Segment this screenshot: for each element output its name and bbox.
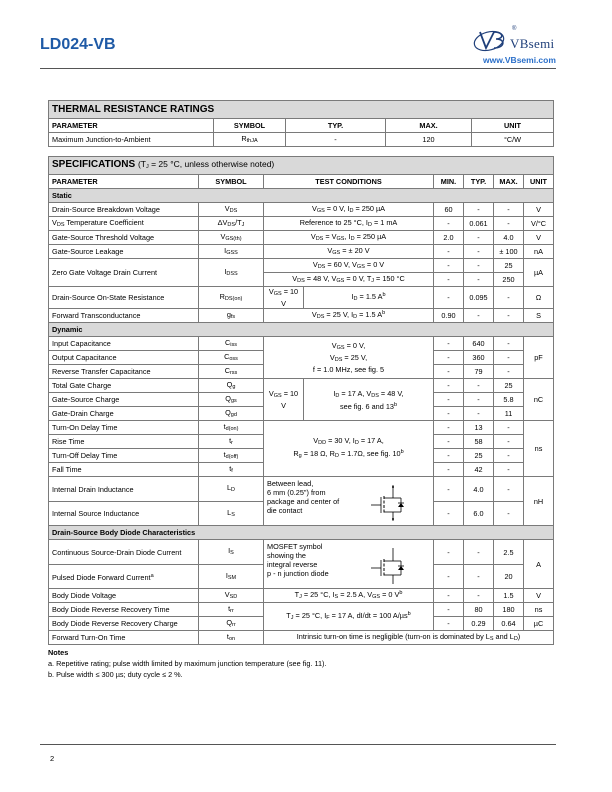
unit-cell: ns (524, 603, 554, 617)
max-cell: 2.5 (494, 540, 524, 565)
col-header: PARAMETER (49, 119, 214, 133)
param-cell: Internal Drain Inductance (49, 477, 199, 502)
unit-cell: V (524, 231, 554, 245)
max-cell: 250 (494, 273, 524, 287)
symbol-cell: $I_{DSS}$ (199, 259, 264, 287)
max-cell: - (494, 337, 524, 351)
param-cell: Input Capacitance (49, 337, 199, 351)
col-header: PARAMETER (49, 175, 199, 189)
condition-line: die contact (267, 506, 303, 515)
max-cell: - (494, 449, 524, 463)
symbol-cell: $\Delta V_{DS}/T_J$ (199, 217, 264, 231)
col-header: MAX. (386, 119, 472, 133)
min-cell: - (434, 589, 464, 603)
part-number-title: LD024-VB (40, 36, 116, 53)
param-cell: Gate-Source Charge (49, 393, 199, 407)
col-header: MAX. (494, 175, 524, 189)
max-cell: 25 (494, 259, 524, 273)
unit-cell: A (524, 540, 554, 589)
condition-line: p - n junction diode (267, 569, 329, 578)
typ-cell: 0.095 (464, 287, 494, 309)
param-cell: Gate-Source Leakage (49, 245, 199, 259)
max-cell: - (494, 421, 524, 435)
typ-cell: - (464, 309, 494, 323)
typ-cell: - (286, 133, 386, 147)
max-cell: - (494, 203, 524, 217)
section-dynamic: Dynamic (49, 323, 554, 337)
unit-cell: nH (524, 477, 554, 526)
typ-cell: - (464, 245, 494, 259)
max-cell: 4.0 (494, 231, 524, 245)
max-cell: - (494, 287, 524, 309)
condition-cell: $T_J = 25$ °C, $I_F = 17$ A, dI/dt = 100 A/µs$^b$ (264, 603, 434, 631)
min-cell: - (434, 259, 464, 273)
symbol-cell: $V_{GS(th)}$ (199, 231, 264, 245)
min-cell: - (434, 603, 464, 617)
vbsemi-logo-icon (472, 26, 510, 54)
min-cell: - (434, 273, 464, 287)
param-cell: Maximum Junction-to-Ambient (49, 133, 214, 147)
table-row (49, 421, 554, 435)
condition-cell: $V_{GS} = 10$ V (264, 379, 304, 421)
table-row (49, 203, 554, 217)
min-cell: - (434, 393, 464, 407)
header-rule (40, 68, 556, 69)
symbol-cell: $Q_g$ (199, 379, 264, 393)
max-cell: - (494, 502, 524, 526)
param-cell: Reverse Transfer Capacitance (49, 365, 199, 379)
typ-cell: - (464, 273, 494, 287)
min-cell: 60 (434, 203, 464, 217)
min-cell: - (434, 449, 464, 463)
typ-cell: - (464, 231, 494, 245)
typ-cell: 0.29 (464, 617, 494, 631)
registered-mark: ® (512, 26, 517, 32)
symbol-cell: $t_r$ (199, 435, 264, 449)
min-cell: - (434, 379, 464, 393)
symbol-cell: $t_{d(off)}$ (199, 449, 264, 463)
brand-name: VBsemi (510, 36, 555, 51)
max-cell: - (494, 217, 524, 231)
condition-cell: $V_{DS} = 25$ V, $I_D = 1.5$ $A^b$ (264, 309, 434, 323)
max-cell: - (494, 309, 524, 323)
min-cell: 0.90 (434, 309, 464, 323)
unit-cell: S (524, 309, 554, 323)
symbol-cell: $I_{SM}$ (199, 565, 264, 589)
typ-cell: - (464, 589, 494, 603)
typ-cell: - (464, 259, 494, 273)
condition-cell: Reference to 25 °C, $I_D = 1$ mA (264, 217, 434, 231)
min-cell: - (434, 565, 464, 589)
note-a: a. Repetitive rating; pulse width limited by maximum junction temperature (see fig. 11). (48, 659, 327, 668)
max-cell: 120 (386, 133, 472, 147)
max-cell: 25 (494, 379, 524, 393)
unit-cell: Ω (524, 287, 554, 309)
condition-line: MOSFET symbol (267, 542, 323, 551)
param-cell: Body Diode Reverse Recovery Charge (49, 617, 199, 631)
max-cell: 180 (494, 603, 524, 617)
condition-cell: $T_J = 25$ °C, $I_S = 2.5$ A, $V_{GS} = 0$ $V^b$ (264, 589, 434, 603)
symbol-cell: $t_{d(on)}$ (199, 421, 264, 435)
condition-line: integral reverse (267, 560, 318, 569)
thermal-header-row (49, 119, 554, 133)
unit-cell: pF (524, 337, 554, 379)
table-row (49, 477, 554, 502)
typ-cell: 360 (464, 351, 494, 365)
typ-cell: 79 (464, 365, 494, 379)
table-row (49, 603, 554, 617)
min-cell: - (434, 351, 464, 365)
max-cell: ± 100 (494, 245, 524, 259)
table-row (49, 337, 554, 351)
symbol-cell: $R_{thJA}$ (214, 133, 286, 147)
condition-cell: $V_{DS} = 48$ V, $V_{GS} = 0$ V, $T_J = 150$ °C (264, 273, 434, 287)
param-cell: Gate-Source Threshold Voltage (49, 231, 199, 245)
unit-cell: V/°C (524, 217, 554, 231)
condition-cell: $V_{GS} = 10$ V (264, 287, 304, 309)
table-row (49, 309, 554, 323)
param-cell: Continuous Source-Drain Diode Current (49, 540, 199, 565)
typ-cell: 640 (464, 337, 494, 351)
unit-cell: µA (524, 259, 554, 287)
table-row (49, 540, 554, 565)
table-row (49, 589, 554, 603)
max-cell: 0.64 (494, 617, 524, 631)
spec-header-row (49, 175, 554, 189)
condition-cell (264, 540, 434, 589)
condition-line: 6 mm (0.25") from (267, 488, 326, 497)
condition-cell: Intrinsic turn-on time is negligible (turn-on is dominated by $L_S$ and $L_D$) (264, 631, 554, 645)
min-cell: - (434, 463, 464, 477)
min-cell: 2.0 (434, 231, 464, 245)
typ-cell: 6.0 (464, 502, 494, 526)
table-row (49, 259, 554, 273)
symbol-cell: $t_{rr}$ (199, 603, 264, 617)
symbol-cell: $L_D$ (199, 477, 264, 502)
unit-cell: µC (524, 617, 554, 631)
param-cell: $V_{DS}$ Temperature Coefficient (49, 217, 199, 231)
param-cell: Forward Transconductance (49, 309, 199, 323)
thermal-table (48, 100, 554, 147)
unit-cell: V (524, 203, 554, 217)
param-cell: Output Capacitance (49, 351, 199, 365)
min-cell: - (434, 407, 464, 421)
col-header: SYMBOL (214, 119, 286, 133)
mosfet-symbol-icon (369, 483, 405, 523)
symbol-cell: $Q_{gd}$ (199, 407, 264, 421)
typ-cell: - (464, 565, 494, 589)
typ-cell: 25 (464, 449, 494, 463)
max-cell: - (494, 477, 524, 502)
table-row (49, 245, 554, 259)
typ-cell: 80 (464, 603, 494, 617)
col-header: UNIT (472, 119, 554, 133)
symbol-cell: $L_S$ (199, 502, 264, 526)
unit-cell: nC (524, 379, 554, 421)
symbol-cell: $g_{fs}$ (199, 309, 264, 323)
min-cell: - (434, 435, 464, 449)
min-cell: - (434, 365, 464, 379)
unit-cell: nA (524, 245, 554, 259)
typ-cell: - (464, 379, 494, 393)
max-cell: 1.5 (494, 589, 524, 603)
min-cell: - (434, 502, 464, 526)
param-cell: Turn-Off Delay Time (49, 449, 199, 463)
symbol-cell: $R_{DS(on)}$ (199, 287, 264, 309)
typ-cell: 58 (464, 435, 494, 449)
condition-line: package and center of (267, 497, 340, 506)
max-cell: 11 (494, 407, 524, 421)
max-cell: - (494, 365, 524, 379)
typ-cell: 4.0 (464, 477, 494, 502)
specifications-table (48, 156, 554, 645)
typ-cell: - (464, 393, 494, 407)
table-row (49, 631, 554, 645)
unit-cell: ns (524, 421, 554, 477)
param-cell: Zero Gate Voltage Drain Current (49, 259, 199, 287)
unit-cell: V (524, 589, 554, 603)
condition-cell: $V_{DS} = 60$ V, $V_{GS} = 0$ V (264, 259, 434, 273)
notes-heading: Notes (48, 648, 69, 657)
min-cell: - (434, 617, 464, 631)
mosfet-diode-symbol-icon (369, 546, 405, 586)
typ-cell: 42 (464, 463, 494, 477)
param-cell: Drain-Source On-State Resistance (49, 287, 199, 309)
table-row (49, 287, 554, 309)
typ-cell: - (464, 203, 494, 217)
col-header: MIN. (434, 175, 464, 189)
symbol-cell: $Q_{gs}$ (199, 393, 264, 407)
symbol-cell: $I_{GSS}$ (199, 245, 264, 259)
param-cell: Pulsed Diode Forward Current$^a$ (49, 565, 199, 589)
symbol-cell: $t_f$ (199, 463, 264, 477)
max-cell: 5.8 (494, 393, 524, 407)
max-cell: - (494, 435, 524, 449)
typ-cell: 0.061 (464, 217, 494, 231)
param-cell: Turn-On Delay Time (49, 421, 199, 435)
min-cell: - (434, 287, 464, 309)
min-cell: - (434, 477, 464, 502)
unit-cell: °C/W (472, 133, 554, 147)
param-cell: Fall Time (49, 463, 199, 477)
note-b: b. Pulse width ≤ 300 µs; duty cycle ≤ 2 %. (48, 670, 183, 679)
param-cell: Rise Time (49, 435, 199, 449)
page-number: 2 (50, 754, 55, 763)
condition-cell (264, 477, 434, 526)
symbol-cell: $I_S$ (199, 540, 264, 565)
website-link[interactable]: www.VBsemi.com (483, 55, 556, 65)
symbol-cell: $V_{DS}$ (199, 203, 264, 217)
param-cell: Drain-Source Breakdown Voltage (49, 203, 199, 217)
thermal-title: THERMAL RESISTANCE RATINGS (49, 101, 554, 119)
condition-line: showing the (267, 551, 306, 560)
table-row (49, 231, 554, 245)
notes (48, 647, 327, 680)
symbol-cell: $C_{iss}$ (199, 337, 264, 351)
typ-cell: - (464, 540, 494, 565)
min-cell: - (434, 217, 464, 231)
table-row (49, 217, 554, 231)
param-cell: Total Gate Charge (49, 379, 199, 393)
table-row (49, 379, 554, 393)
col-header: TYP. (286, 119, 386, 133)
max-cell: - (494, 351, 524, 365)
symbol-cell: $C_{rss}$ (199, 365, 264, 379)
symbol-cell: $t_{on}$ (199, 631, 264, 645)
table-row (49, 133, 554, 147)
param-cell: Body Diode Voltage (49, 589, 199, 603)
symbol-cell: $C_{oss}$ (199, 351, 264, 365)
section-diode: Drain-Source Body Diode Characteristics (49, 526, 554, 540)
typ-cell: 13 (464, 421, 494, 435)
typ-cell: - (464, 407, 494, 421)
condition-cell: $V_{DS} = V_{GS}$, $I_D = 250$ µA (264, 231, 434, 245)
symbol-cell: $Q_{rr}$ (199, 617, 264, 631)
spec-title: SPECIFICATIONS ($T_J = 25$ °C, unless otherwise noted) (49, 157, 554, 175)
col-header: SYMBOL (199, 175, 264, 189)
section-static: Static (49, 189, 554, 203)
min-cell: - (434, 337, 464, 351)
condition-cell: $I_D = 1.5$ $A^b$ (304, 287, 434, 309)
min-cell: - (434, 245, 464, 259)
min-cell: - (434, 421, 464, 435)
param-cell: Body Diode Reverse Recovery Time (49, 603, 199, 617)
footer-rule (40, 744, 556, 745)
param-cell: Forward Turn-On Time (49, 631, 199, 645)
condition-cell: $V_{GS} = 0$ V, $I_D = 250$ µA (264, 203, 434, 217)
condition-cell: $V_{GS} = 0$ V, $V_{DS} = 25$ V, f = 1.0 MHz, see fig. 5 (264, 337, 434, 379)
col-header: TYP. (464, 175, 494, 189)
param-cell: Internal Source Inductance (49, 502, 199, 526)
condition-cell: $V_{GS}$ = ± 20 V (264, 245, 434, 259)
param-cell: Gate-Drain Charge (49, 407, 199, 421)
condition-cell: $I_D = 17$ A, $V_{DS} = 48$ V, see fig. 6 and 13$^b$ (304, 379, 434, 421)
condition-cell: $V_{DD} = 30$ V, $I_D = 17$ A, $R_g = 18$ Ω, $R_D = 1.7\Omega$, see fig. 10$^b$ (264, 421, 434, 477)
max-cell: - (494, 463, 524, 477)
max-cell: 20 (494, 565, 524, 589)
symbol-cell: $V_{SD}$ (199, 589, 264, 603)
col-header: TEST CONDITIONS (264, 175, 434, 189)
condition-line: Between lead, (267, 479, 314, 488)
min-cell: - (434, 540, 464, 565)
col-header: UNIT (524, 175, 554, 189)
